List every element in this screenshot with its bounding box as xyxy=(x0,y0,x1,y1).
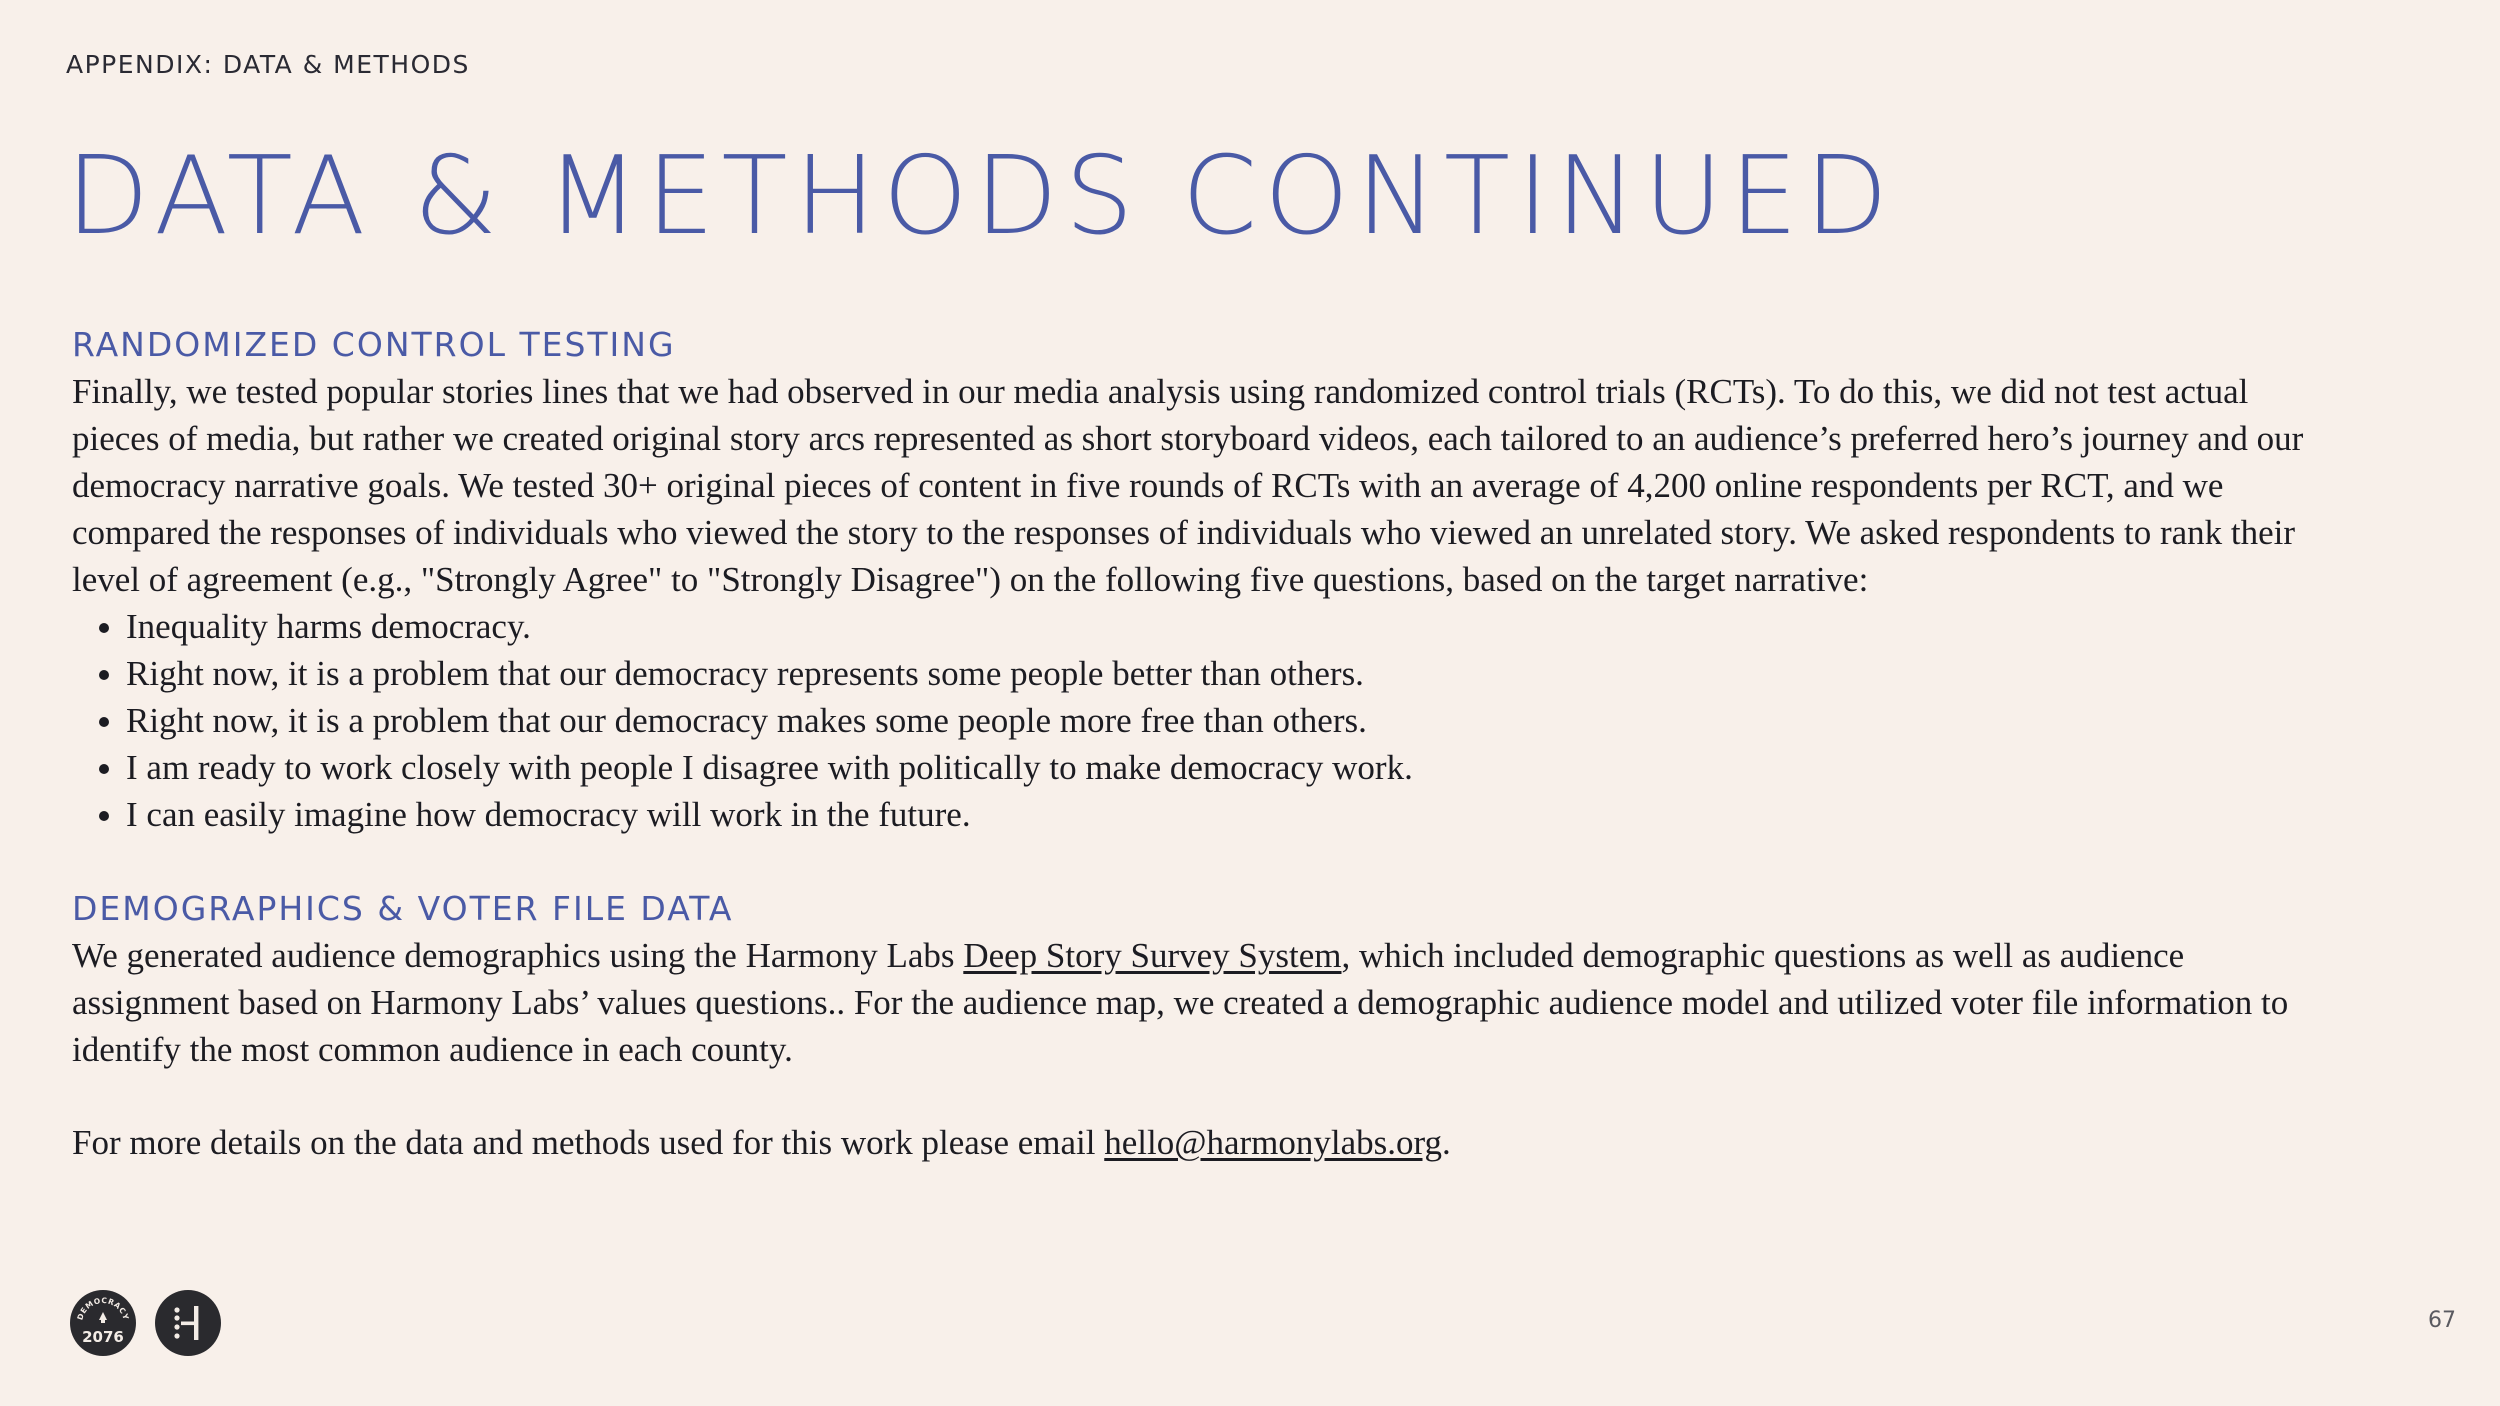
appendix-label: APPENDIX: DATA & METHODS xyxy=(66,50,470,79)
main-content xyxy=(72,322,2312,1166)
deep-story-survey-link[interactable]: Deep Story Survey System xyxy=(963,936,1342,975)
rct-body: Finally, we tested popular stories lines that we had observed in our media analysis using randomized control trials (RCTs). To do this, we did not test actual pieces of media, but rather we created original story arcs represented as short storyboard videos, each tailored to an audience’s preferred hero’s journey and our democracy narrative goals. We tested 30+ original pieces of content in five rounds of RCTs with an average of 4,200 online respondents per RCT, and we compared the responses of individuals who viewed the story to the responses of individuals who viewed an unrelated story. We asked respondents to rank their level of agreement (e.g., "Strongly Agree" to "Strongly Disagree") on the following five questions, based on the target narrative: xyxy=(72,372,2304,599)
list-item: • I can easily imagine how democracy will work in the future. xyxy=(126,791,2312,838)
list-item: • I am ready to work closely with people I disagree with politically to make democracy work. xyxy=(126,744,2312,791)
harmony-labs-h-icon xyxy=(155,1290,221,1356)
contact-period: . xyxy=(1442,1123,1451,1162)
harmony-labs-logo xyxy=(155,1290,221,1356)
logo-year: 2076 xyxy=(82,1328,124,1346)
list-item: • Right now, it is a problem that our democracy represents some people better than others. xyxy=(126,650,2312,697)
demographics-text-start: We generated audience demographics using the Harmony Labs xyxy=(72,936,964,975)
email-link[interactable]: hello@harmonylabs.org xyxy=(1104,1123,1443,1162)
rct-question-list xyxy=(72,603,2312,838)
demographics-body xyxy=(72,932,2312,1073)
list-item: • Inequality harms democracy. xyxy=(126,603,2312,650)
demographics-heading: DEMOGRAPHICS & VOTER FILE DATA xyxy=(72,889,734,928)
footer-logos xyxy=(70,1290,221,1356)
democracy-2076-logo xyxy=(70,1290,136,1356)
page-number: 67 xyxy=(2428,1308,2456,1333)
rct-heading: RANDOMIZED CONTROL TESTING xyxy=(72,325,676,364)
page-title: DATA & METHODS CONTINUED xyxy=(66,134,1896,259)
contact-line xyxy=(72,1119,2312,1166)
logo-top-text: DEMOCRACY xyxy=(75,1295,131,1322)
list-item: • Right now, it is a problem that our democracy makes some people more free than others. xyxy=(126,697,2312,744)
demographics-text-end: , which included demographic questions as well as audience assignment based on Harmony Labs’ values questions.. For the audience map, we created a demographic audience model and utilized voter file information to identify the most common audience in each county. xyxy=(72,936,2289,1069)
democracy-2076-icon xyxy=(70,1290,136,1356)
contact-text: For more details on the data and methods used for this work please email xyxy=(72,1123,1105,1162)
